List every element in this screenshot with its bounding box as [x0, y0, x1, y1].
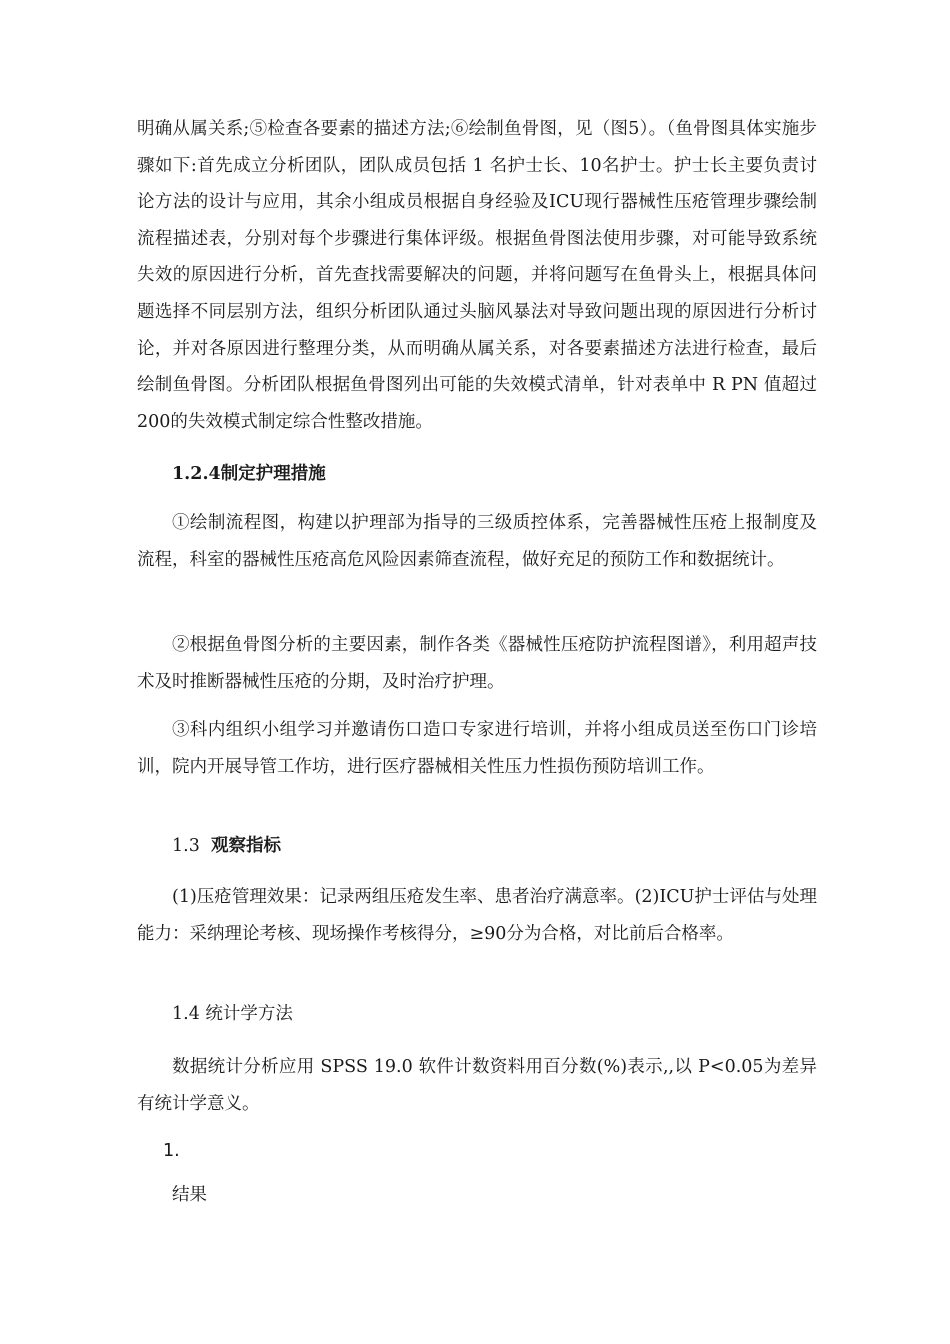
section-heading-1-4: 1.4 统计学方法: [172, 1004, 293, 1024]
paragraph-statistics: 数据统计分析应用 SPSS 19.0 软件计数资料用百分数(%)表示,,以 P<0.05为差异有统计学意义。: [137, 1057, 817, 1114]
section-number-1-3: 1.3: [172, 836, 200, 856]
paragraph-fishbone-steps: 明确从属关系;⑤检查各要素的描述方法;⑥绘制鱼骨图，见（图5）。（鱼骨图具体实施步骤如下:首先成立分析团队，团队成员包括 1 名护士长、10名护士。护士长主要负责讨论方法的设计与应用，其余小组成员根据自身经验及ICU现行器械性压疮管理步骤绘制流程描述表，分别对每个步骤进行集体评级。根据鱼骨图法使用步骤，对可能导致系统失效的原因进行分析，首先查找需要解决的问题，并将问题写在鱼骨头上，根据具体问题选择不同层别方法，组织分析团队通过头脑风暴法对导致问题出现的原因进行分析讨论，并对各原因进行整理分类，从而明确从属关系，对各要素描述方法进行检查，最后绘制鱼骨图。分析团队根据鱼骨图列出可能的失效模式清单，针对表单中 R PN 值超过 200的失效模式制定综合性整改措施。: [137, 119, 817, 432]
paragraph-indicators: (1)压疮管理效果：记录两组压疮发生率、患者治疗满意率。(2)ICU护士评估与处理能力：采纳理论考核、现场操作考核得分，≥90分为合格，对比前后合格率。: [137, 887, 817, 944]
section-title-1-3: 观察指标: [210, 836, 281, 856]
results-heading: 结果: [172, 1185, 207, 1205]
paragraph-measure-1: ①绘制流程图，构建以护理部为指导的三级质控体系，完善器械性压疮上报制度及流程，科室的器械性压疮高危风险因素筛查流程，做好充足的预防工作和数据统计。: [137, 513, 817, 570]
paragraph-measure-3: ③科内组织小组学习并邀请伤口造口专家进行培训，并将小组成员送至伤口门诊培训，院内开展导管工作坊，进行医疗器械相关性压力性损伤预防培训工作。: [137, 720, 817, 777]
list-number: 1.: [163, 1141, 180, 1161]
section-heading-1-2-4: 1.2.4制定护理措施: [172, 464, 326, 484]
section-heading-1-3: [172, 831, 281, 861]
paragraph-measure-2: ②根据鱼骨图分析的主要因素，制作各类《器械性压疮防护流程图谱》，利用超声技术及时推断器械性压疮的分期，及时治疗护理。: [137, 635, 817, 692]
